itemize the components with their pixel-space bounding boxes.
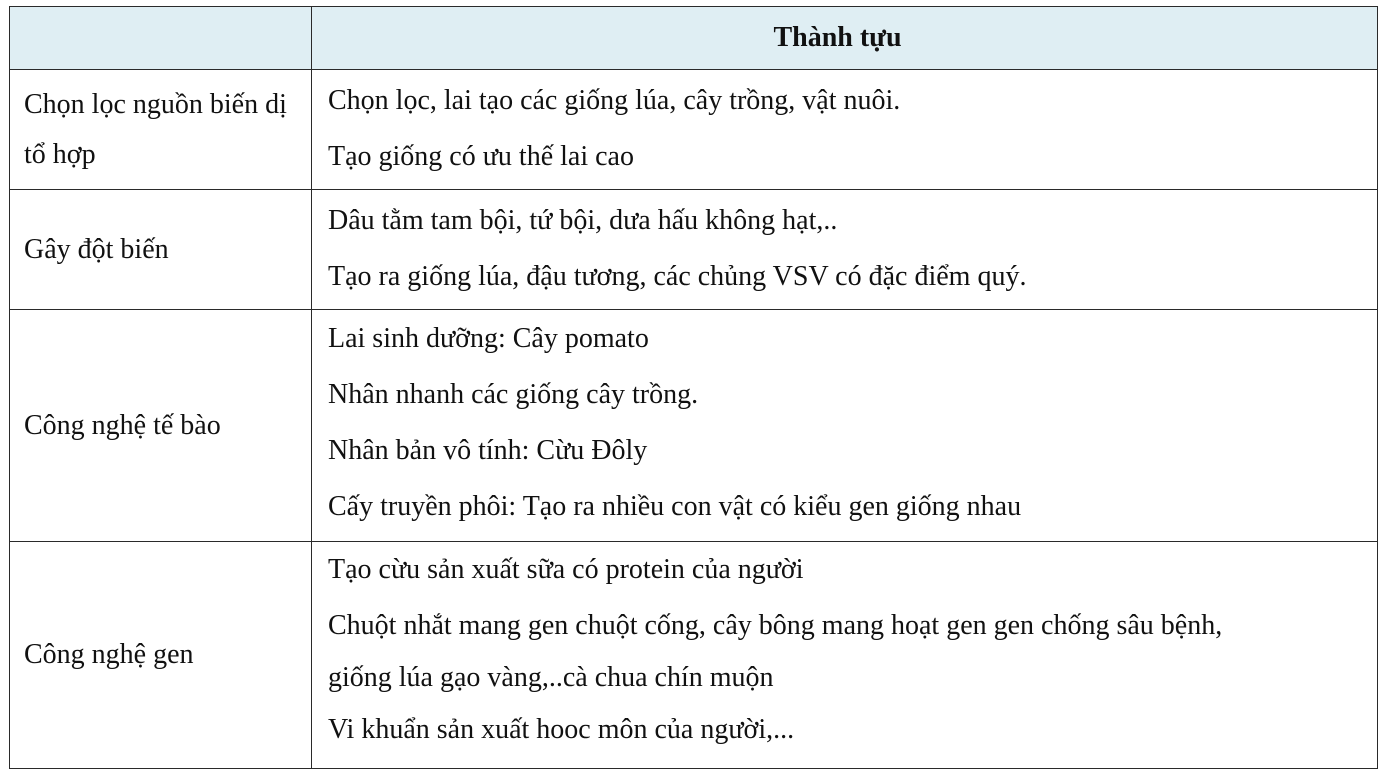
achievement-line: Vi khuẩn sản xuất hooc môn của người,... [328,714,795,745]
achievements-cell [312,70,1377,189]
header-cell-achievements: Thành tựu [773,22,902,53]
method-label: Công nghệ gen [24,639,194,670]
header-cell-method [10,7,312,69]
method-label: Công nghệ tế bào [24,409,221,441]
achievements-table [9,6,1378,769]
method-cell [10,70,312,189]
achievement-line: Nhân bản vô tính: Cừu Đôly [328,435,648,466]
achievement-line: Chuột nhắt mang gen chuột cống, cây bông mang hoạt gen gen chống sâu bệnh, [328,610,1223,641]
achievements-cell [312,310,1377,541]
achievement-line: Lai sinh dưỡng: Cây pomato [328,323,649,354]
method-cell [10,310,312,541]
table-row [10,69,1377,189]
achievement-line: Tạo ra giống lúa, đậu tương, các chủng VSV có đặc điểm quý. [328,261,1027,292]
method-label: Gây đột biến [24,233,169,265]
method-cell [10,190,312,309]
table-row [10,189,1377,309]
achievement-line: Cấy truyền phôi: Tạo ra nhiều con vật có kiểu gen giống nhau [328,491,1022,522]
method-cell [10,542,312,768]
achievement-line: Nhân nhanh các giống cây trồng. [328,379,699,410]
method-label: Chọn lọc nguồn biến dị tổ hợp [24,88,287,170]
achievement-line: Tạo cừu sản xuất sữa có protein của người [328,554,804,585]
achievements-cell [312,542,1377,768]
table-header-row [10,7,1377,69]
achievements-cell [312,190,1377,309]
achievement-line: Chọn lọc, lai tạo các giống lúa, cây trồng, vật nuôi. [328,85,901,116]
achievement-line: Dâu tằm tam bội, tứ bội, dưa hấu không hạt,.. [328,205,838,236]
achievement-line: Tạo giống có ưu thế lai cao [328,141,634,172]
table-row [10,541,1377,768]
achievement-line: giống lúa gạo vàng,..cà chua chín muộn [328,662,774,693]
table-row [10,309,1377,541]
